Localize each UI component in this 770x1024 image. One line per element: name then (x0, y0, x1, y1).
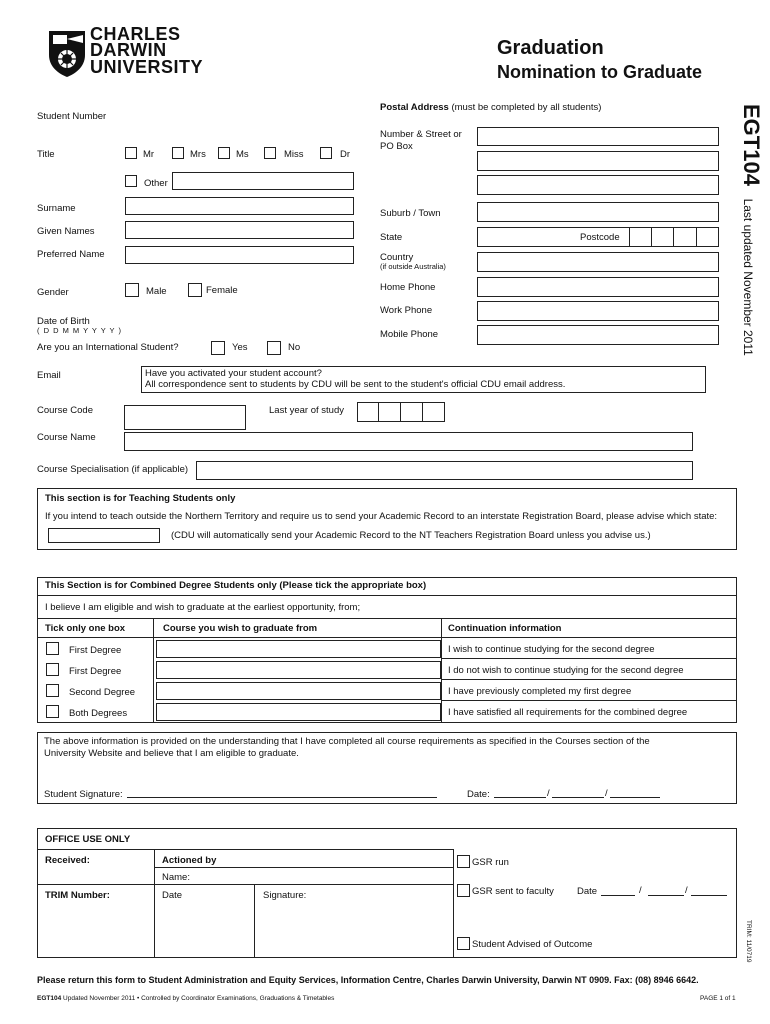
title-dr-label: Dr (340, 149, 351, 160)
date-separator: / (605, 788, 608, 799)
home-phone-label: Home Phone (380, 282, 436, 293)
email-notice-line-1: Have you activated your student account? (145, 368, 322, 379)
divider (154, 849, 155, 957)
name-label: Name: (162, 872, 190, 883)
course-graduate-input-3[interactable] (156, 682, 441, 700)
page-number: PAGE 1 of 1 (700, 995, 736, 1002)
international-yes-label: Yes (232, 342, 248, 353)
teaching-note: (CDU will automatically send your Academic Record to the NT Teachers Registration Board unless you advise us.) (171, 530, 651, 541)
gender-female-checkbox[interactable] (188, 283, 202, 297)
international-yes-checkbox[interactable] (211, 341, 225, 355)
course-code-input[interactable] (124, 405, 246, 430)
date-separator: / (639, 885, 642, 896)
title-mr-checkbox[interactable] (125, 147, 137, 159)
crest-icon (47, 29, 87, 79)
title-mrs-checkbox[interactable] (172, 147, 184, 159)
dob-format: ( D D M M Y Y Y Y ) (37, 326, 123, 335)
teaching-state-input[interactable] (48, 528, 160, 543)
dob-label: Date of Birth (37, 316, 90, 327)
continuation-info: I wish to continue studying for the second degree (448, 644, 655, 655)
email-notice-box (141, 366, 706, 393)
student-signature-field[interactable] (127, 797, 437, 798)
work-phone-label: Work Phone (380, 305, 433, 316)
continuation-info: I have satisfied all requirements for the combined degree (448, 707, 688, 718)
date-separator: / (547, 788, 550, 799)
gender-female-label: Female (206, 285, 238, 296)
office-use-section (37, 828, 737, 958)
course-code-label: Course Code (37, 405, 93, 416)
degree-label: First Degree (69, 666, 122, 677)
divider (38, 595, 736, 596)
country-label: Country (380, 252, 414, 263)
surname-input[interactable] (125, 197, 354, 215)
title-ms-checkbox[interactable] (218, 147, 230, 159)
gsr-date-month-field[interactable] (648, 895, 684, 896)
international-no-checkbox[interactable] (267, 341, 281, 355)
degree-label: Second Degree (69, 687, 136, 698)
logo-line-3: UNIVERSITY (90, 57, 204, 77)
given-names-input[interactable] (125, 221, 354, 239)
course-specialisation-input[interactable] (196, 461, 693, 480)
divider (254, 884, 255, 957)
form-code: EGT104 (739, 104, 764, 186)
office-date-label: Date (162, 890, 183, 901)
country-input[interactable] (477, 252, 719, 272)
last-year-input[interactable] (357, 402, 445, 422)
gender-male-label: Male (146, 286, 167, 297)
office-heading: OFFICE USE ONLY (45, 834, 131, 845)
course-graduate-input-2[interactable] (156, 661, 441, 679)
divider (154, 867, 453, 868)
divider (441, 618, 442, 722)
given-names-label: Given Names (37, 226, 95, 237)
title-other-checkbox[interactable] (125, 175, 137, 187)
course-specialisation-label: Course Specialisation (if applicable) (37, 464, 189, 475)
actioned-by-label: Actioned by (162, 855, 217, 866)
postal-heading-title: Postal Address (380, 102, 449, 113)
gsr-date-year-field[interactable] (691, 895, 727, 896)
divider (38, 884, 453, 885)
preferred-name-label: Preferred Name (37, 249, 105, 260)
trim-number-label: TRIM Number: (45, 890, 110, 901)
international-no-label: No (288, 342, 301, 353)
first-degree-checkbox-1[interactable] (46, 642, 59, 655)
received-label: Received: (45, 855, 90, 866)
student-advised-label: Student Advised of Outcome (472, 939, 593, 950)
title-other-input[interactable] (172, 172, 354, 190)
student-advised-checkbox[interactable] (457, 937, 470, 950)
home-phone-input[interactable] (477, 277, 719, 297)
international-label: Are you an International Student? (37, 342, 179, 353)
divider (441, 679, 736, 680)
last-year-label: Last year of study (269, 405, 344, 416)
title-dr-checkbox[interactable] (320, 147, 332, 159)
title-miss-checkbox[interactable] (264, 147, 276, 159)
office-signature-label: Signature: (263, 890, 307, 901)
declaration-date-label: Date: (467, 789, 490, 800)
date-month-field[interactable] (552, 797, 604, 798)
postal-heading-note: (must be completed by all students) (451, 102, 602, 113)
gsr-date-day-field[interactable] (601, 895, 635, 896)
continuation-info: I have previously completed my first degree (448, 686, 632, 697)
email-label: Email (37, 370, 61, 381)
continuation-info: I do not wish to continue studying for the second degree (448, 665, 684, 676)
mobile-phone-label: Mobile Phone (380, 329, 439, 340)
street-input-1[interactable] (477, 127, 719, 146)
footer-code: EGT104 (37, 995, 62, 1002)
title-ms-label: Ms (236, 149, 249, 160)
return-instructions: Please return this form to Student Administration and Equity Services, Information Centre, Charles Darwin University, Darwin NT 0909. Fax: (08) 8946 6642. (37, 975, 699, 985)
declaration-text-1: The above information is provided on the understanding that I have completed all course requirements as specified in the Courses section of the (44, 736, 650, 747)
second-degree-checkbox[interactable] (46, 684, 59, 697)
course-graduate-input-1[interactable] (156, 640, 441, 658)
title-mrs-label: Mrs (190, 149, 206, 160)
divider (38, 618, 736, 619)
logo-line-2: DARWIN (90, 40, 167, 60)
first-degree-checkbox-2[interactable] (46, 663, 59, 676)
title-miss-label: Miss (284, 149, 304, 160)
surname-label: Surname (37, 203, 76, 214)
street-label-1: Number & Street or (380, 129, 462, 140)
street-label-2: PO Box (380, 141, 413, 152)
gsr-run-checkbox[interactable] (457, 855, 470, 868)
postal-heading (380, 102, 601, 113)
degree-label: Both Degrees (69, 708, 128, 719)
divider (453, 849, 454, 957)
divider (441, 700, 736, 701)
logo-line-1: CHARLES (90, 24, 181, 44)
col-tick-header: Tick only one box (45, 623, 126, 634)
combined-section (37, 577, 737, 723)
form-subtitle: Nomination to Graduate (497, 62, 703, 82)
divider (153, 618, 154, 722)
title-label: Title (37, 149, 55, 160)
date-separator: / (685, 885, 688, 896)
footer-controlled: Updated November 2011 • Controlled by Coordinator Examinations, Graduations & Timetables (63, 995, 335, 1002)
title-other-label: Other (144, 178, 168, 189)
date-day-field[interactable] (494, 797, 546, 798)
course-name-input[interactable] (124, 432, 693, 451)
teaching-text: If you intend to teach outside the Northern Territory and require us to send your Academic Record to an interstate Registration Board, please advise which state: (45, 511, 718, 522)
declaration-text-2: University Website and believe that I am eligible to graduate. (44, 748, 299, 759)
divider (38, 637, 736, 638)
col-continuation-header: Continuation information (448, 623, 562, 634)
course-graduate-input-4[interactable] (156, 703, 441, 721)
postcode-label: Postcode (580, 232, 620, 243)
trim-reference: TRIM: 11/0719 (745, 920, 752, 963)
gsr-run-label: GSR run (472, 857, 509, 868)
street-input-2[interactable] (477, 151, 719, 171)
form-title: Graduation (497, 37, 604, 59)
gender-male-checkbox[interactable] (125, 283, 139, 297)
country-note: (if outside Australia) (380, 262, 446, 271)
preferred-name-input[interactable] (125, 246, 354, 264)
last-updated: Last updated November 2011 (741, 198, 755, 356)
combined-eligible-text: I believe I am eligible and wish to graduate at the earliest opportunity, from; (45, 602, 361, 613)
combined-heading: This Section is for Combined Degree Students only (Please tick the appropriate box) (45, 580, 427, 591)
divider (441, 658, 736, 659)
both-degrees-checkbox[interactable] (46, 705, 59, 718)
teaching-heading: This section is for Teaching Students only (45, 493, 236, 504)
suburb-input[interactable] (477, 202, 719, 222)
work-phone-input[interactable] (477, 301, 719, 321)
student-number-label: Student Number (37, 111, 107, 122)
course-name-label: Course Name (37, 432, 96, 443)
date-year-field[interactable] (610, 797, 660, 798)
title-mr-label: Mr (143, 149, 155, 160)
gsr-date-label: Date (577, 886, 598, 897)
gender-label: Gender (37, 287, 69, 298)
email-notice-line-2: All correspondence sent to students by CDU will be sent to the student's official CDU email address. (145, 379, 566, 390)
footer-control (37, 995, 334, 1002)
suburb-label: Suburb / Town (380, 208, 441, 219)
gsr-sent-label: GSR sent to faculty (472, 886, 554, 897)
degree-label: First Degree (69, 645, 122, 656)
divider (38, 849, 453, 850)
teaching-section (37, 488, 737, 550)
gsr-sent-checkbox[interactable] (457, 884, 470, 897)
col-course-header: Course you wish to graduate from (163, 623, 318, 634)
state-label: State (380, 232, 403, 243)
student-signature-label: Student Signature: (44, 789, 123, 800)
side-label (738, 104, 764, 356)
mobile-phone-input[interactable] (477, 325, 719, 345)
postcode-input[interactable] (629, 227, 719, 247)
street-input-3[interactable] (477, 175, 719, 195)
declaration-section (37, 732, 737, 804)
